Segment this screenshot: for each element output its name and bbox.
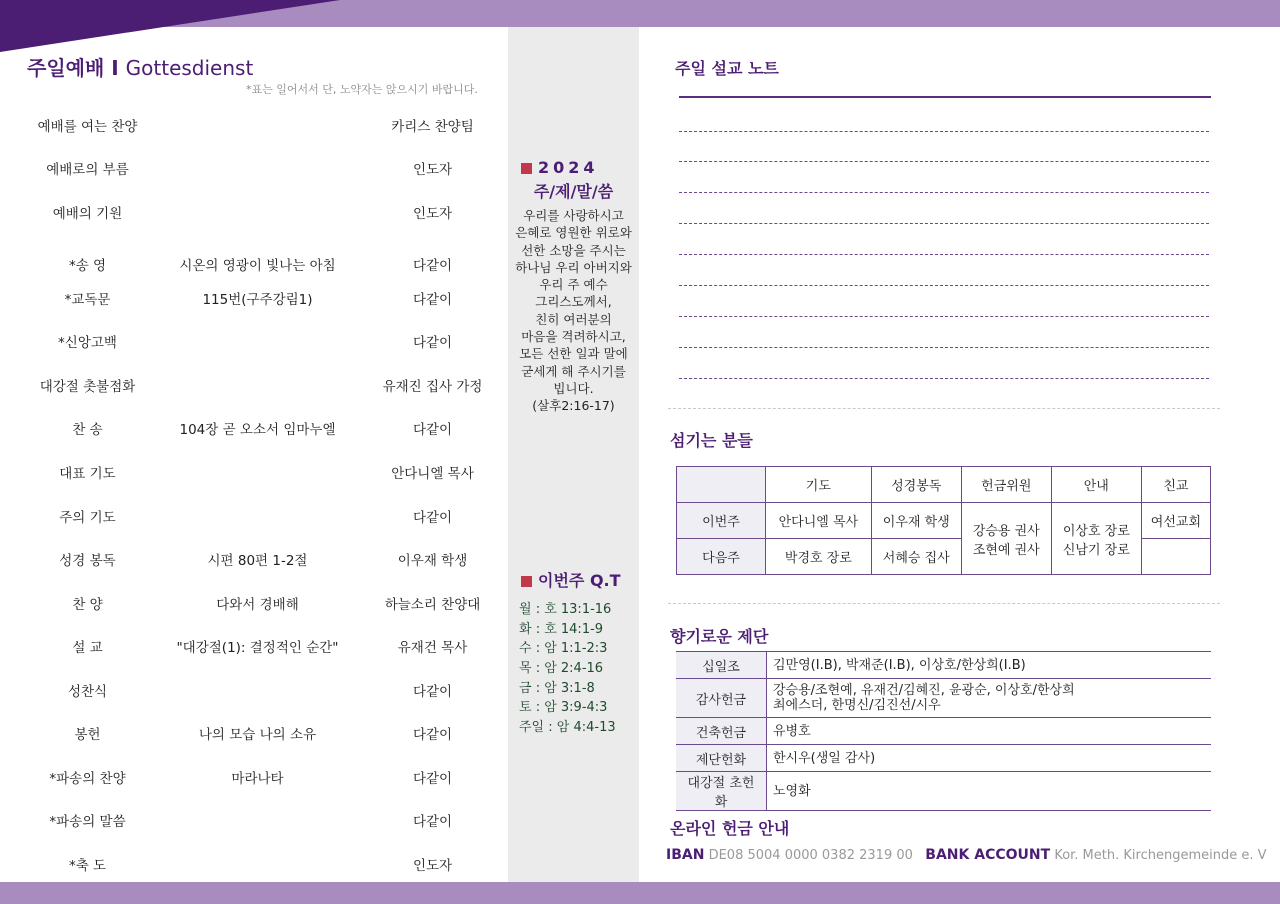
order-item: 대강절 촛불점화 bbox=[39, 379, 136, 395]
note-line bbox=[679, 192, 1209, 193]
order-item: 예배의 기원 bbox=[52, 206, 123, 222]
order-item: *파송의 찬양 bbox=[49, 771, 126, 787]
fellowship-cell: 여선교회 bbox=[1141, 503, 1210, 539]
order-row bbox=[0, 254, 508, 278]
verse-reference: (살후2:16-17) bbox=[532, 398, 615, 414]
prayer-cell: 박경호 장로 bbox=[766, 539, 872, 575]
verse-line: 은혜로 영원한 위로와 bbox=[515, 225, 632, 241]
section-divider bbox=[668, 408, 1220, 409]
servers-title: 섬기는 분들 bbox=[670, 431, 753, 450]
order-leader: 안다니엘 목사 bbox=[391, 466, 474, 482]
qt-day: 화 : 호 14:1-9 bbox=[519, 622, 604, 637]
order-row bbox=[0, 375, 508, 399]
offering-row bbox=[676, 652, 1211, 679]
offering-names: 김만영(I.B), 박재준(I.B), 이상호/한상희(I.B) bbox=[767, 652, 1212, 679]
reading-cell: 서혜승 집사 bbox=[871, 539, 961, 575]
note-line bbox=[679, 378, 1209, 379]
usher-member: 신남기 장로 bbox=[1062, 542, 1130, 558]
verse-line: 마음을 격려하시고, bbox=[521, 329, 626, 345]
offerings-title: 향기로운 제단 bbox=[670, 627, 769, 646]
servers-row-this-week bbox=[677, 503, 1211, 539]
order-leader: 다같이 bbox=[412, 335, 453, 351]
fellowship-cell-empty bbox=[1141, 539, 1210, 575]
note-line bbox=[679, 316, 1209, 317]
verse-line: 빕니다. bbox=[553, 380, 594, 396]
servers-col-header: 기도 bbox=[766, 467, 872, 503]
qt-heading-text: 이번주 Q.T bbox=[538, 571, 621, 590]
order-row bbox=[0, 593, 508, 617]
offering-names: 유병호 bbox=[767, 718, 1212, 745]
order-item: 성경 봉독 bbox=[59, 553, 116, 569]
reading-cell: 이우재 학생 bbox=[871, 503, 961, 539]
offering-row bbox=[676, 718, 1211, 745]
verse-line: 모든 선한 일과 말에 bbox=[519, 346, 628, 362]
middle-column-background bbox=[508, 27, 639, 882]
order-item: 성찬식 bbox=[67, 684, 108, 700]
servers-col-header: 안내 bbox=[1051, 467, 1141, 503]
order-leader: 카리스 찬양팀 bbox=[391, 119, 474, 135]
order-leader: 다같이 bbox=[412, 771, 453, 787]
order-leader: 유재건 목사 bbox=[397, 640, 468, 656]
qt-day: 월 : 호 13:1-16 bbox=[519, 602, 612, 617]
worship-title-ko: 주일예배 I bbox=[27, 56, 126, 80]
qt-day: 수 : 암 1:1-2:3 bbox=[519, 641, 608, 656]
order-content: "대강절(1): 결정적인 순간" bbox=[176, 640, 339, 656]
verse-line: 우리를 사랑하시고 bbox=[523, 208, 624, 223]
section-divider bbox=[668, 603, 1220, 604]
order-item: 대표 기도 bbox=[59, 466, 116, 482]
order-item: 찬 송 bbox=[72, 422, 103, 438]
qt-heading bbox=[521, 568, 621, 591]
offering-member: 강승용 권사 bbox=[972, 523, 1040, 539]
order-leader: 다같이 bbox=[412, 292, 453, 308]
usher-cell bbox=[1051, 503, 1141, 575]
note-line bbox=[679, 131, 1209, 132]
qt-day: 토 : 암 3:9-4:3 bbox=[519, 700, 608, 715]
order-leader: 다같이 bbox=[412, 814, 453, 830]
order-leader: 인도자 bbox=[412, 206, 453, 222]
order-item: *송 영 bbox=[68, 258, 107, 274]
order-content: 나의 모습 나의 소유 bbox=[198, 727, 317, 743]
note-line bbox=[679, 254, 1209, 255]
offering-type: 십일조 bbox=[676, 652, 767, 679]
order-leader: 인도자 bbox=[412, 858, 453, 874]
note-line bbox=[679, 223, 1209, 224]
sermon-note-title: 주일 설교 노트 bbox=[675, 59, 779, 78]
note-line bbox=[679, 347, 1209, 348]
worship-note: *표는 일어서서 단, 노약자는 앉으시기 바랍니다. bbox=[246, 83, 478, 96]
order-item: 주의 기도 bbox=[59, 510, 116, 526]
order-content: 시온의 영광이 빛나는 아침 bbox=[179, 258, 336, 274]
qt-day: 금 : 암 3:1-8 bbox=[519, 681, 595, 696]
servers-col-header: 헌금위원 bbox=[961, 467, 1051, 503]
order-row bbox=[0, 158, 508, 182]
order-item: *축 도 bbox=[68, 858, 107, 874]
order-item: 찬 양 bbox=[72, 597, 103, 613]
order-row bbox=[0, 115, 508, 139]
order-row bbox=[0, 636, 508, 660]
offering-names-line: 강승용/조현예, 유재건/김혜진, 윤광순, 이상호/한상희 bbox=[773, 683, 1075, 698]
bottom-decor-bar bbox=[0, 882, 1280, 904]
order-item: 예배를 여는 찬양 bbox=[37, 119, 138, 135]
order-item: *파송의 말씀 bbox=[49, 814, 126, 830]
order-row bbox=[0, 680, 508, 704]
order-content: 다와서 경배해 bbox=[216, 597, 299, 613]
square-bullet-icon bbox=[521, 163, 532, 174]
servers-col-header: 친교 bbox=[1141, 467, 1210, 503]
servers-corner-cell bbox=[677, 467, 766, 503]
row-label: 이번주 bbox=[677, 503, 766, 539]
verse-line: 선한 소망을 주시는 bbox=[521, 242, 626, 258]
worship-title bbox=[27, 52, 253, 81]
offering-row bbox=[676, 745, 1211, 772]
theme-verse bbox=[508, 207, 639, 415]
order-leader: 다같이 bbox=[412, 510, 453, 526]
bank-info bbox=[666, 847, 1267, 863]
worship-title-de: Gottesdienst bbox=[125, 56, 254, 80]
order-row bbox=[0, 202, 508, 226]
square-bullet-icon bbox=[521, 576, 532, 587]
order-row bbox=[0, 506, 508, 530]
order-row bbox=[0, 767, 508, 791]
offering-type: 대강절 초헌화 bbox=[676, 772, 767, 811]
bank-account-value: Kor. Meth. Kirchengemeinde e. V bbox=[1054, 848, 1267, 863]
order-leader: 다같이 bbox=[412, 422, 453, 438]
order-leader: 다같이 bbox=[412, 684, 453, 700]
order-item: *신앙고백 bbox=[58, 335, 117, 351]
order-leader: 다같이 bbox=[412, 258, 453, 274]
order-row bbox=[0, 854, 508, 878]
note-line bbox=[679, 161, 1209, 162]
order-row bbox=[0, 288, 508, 312]
order-row bbox=[0, 331, 508, 355]
offering-names: 노영화 bbox=[767, 772, 1212, 811]
usher-member: 이상호 장로 bbox=[1062, 523, 1130, 539]
offering-row bbox=[676, 679, 1211, 718]
theme-year-heading bbox=[521, 158, 599, 177]
servers-col-header: 성경봉독 bbox=[871, 467, 961, 503]
verse-line: 굳세게 해 주시기를 bbox=[521, 363, 626, 379]
order-leader: 유재진 집사 가정 bbox=[382, 379, 483, 395]
offering-names-line: 최에스더, 한명신/김진선/시우 bbox=[773, 698, 941, 713]
offerings-table bbox=[676, 651, 1211, 811]
iban-label: IBAN bbox=[666, 847, 705, 863]
offering-names bbox=[767, 679, 1212, 718]
verse-line: 하나님 우리 아버지와 bbox=[515, 259, 632, 275]
order-content: 104장 곧 오소서 임마누엘 bbox=[179, 422, 336, 438]
note-line bbox=[679, 285, 1209, 286]
order-item: 예배로의 부름 bbox=[46, 162, 129, 178]
top-corner-accent bbox=[0, 0, 340, 52]
verse-line: 그리스도께서, bbox=[535, 294, 612, 310]
order-content: 시편 80편 1-2절 bbox=[207, 553, 308, 569]
theme-year: 2024 bbox=[538, 158, 599, 177]
offering-row bbox=[676, 772, 1211, 811]
prayer-cell: 안다니엘 목사 bbox=[766, 503, 872, 539]
order-content: 마라나타 bbox=[231, 771, 284, 787]
verse-line: 친히 여러분의 bbox=[535, 311, 612, 327]
sermon-note-top-rule bbox=[679, 96, 1211, 98]
qt-day: 목 : 암 2:4-16 bbox=[519, 661, 604, 676]
order-leader: 이우재 학생 bbox=[397, 553, 468, 569]
order-content: 115번(구주강림1) bbox=[202, 292, 313, 308]
order-item: *교독문 bbox=[64, 292, 111, 308]
offering-type: 제단헌화 bbox=[676, 745, 767, 772]
offering-names: 한시우(생일 감사) bbox=[767, 745, 1212, 772]
offering-type: 감사헌금 bbox=[676, 679, 767, 718]
order-leader: 다같이 bbox=[412, 727, 453, 743]
offering-member: 조현예 권사 bbox=[972, 542, 1040, 558]
row-label: 다음주 bbox=[677, 539, 766, 575]
online-giving-title: 온라인 헌금 안내 bbox=[670, 819, 790, 838]
order-leader: 인도자 bbox=[412, 162, 453, 178]
iban-value: DE08 5004 0000 0382 2319 00 bbox=[708, 848, 913, 863]
servers-header-row bbox=[677, 467, 1211, 503]
bank-account-label: BANK ACCOUNT bbox=[925, 847, 1051, 863]
verse-line: 우리 주 예수 bbox=[539, 277, 608, 293]
theme-heading: 주/제/말/씀 bbox=[533, 182, 614, 201]
servers-table bbox=[676, 466, 1211, 575]
offering-team-cell bbox=[961, 503, 1051, 575]
order-row bbox=[0, 462, 508, 486]
qt-day: 주일 : 암 4:4-13 bbox=[519, 720, 616, 735]
order-item: 봉헌 bbox=[74, 727, 101, 743]
order-row bbox=[0, 549, 508, 573]
offering-type: 건축헌금 bbox=[676, 718, 767, 745]
order-leader: 하늘소리 찬양대 bbox=[384, 597, 481, 613]
order-row bbox=[0, 810, 508, 834]
order-row bbox=[0, 418, 508, 442]
order-row bbox=[0, 723, 508, 747]
order-item: 설 교 bbox=[72, 640, 103, 656]
